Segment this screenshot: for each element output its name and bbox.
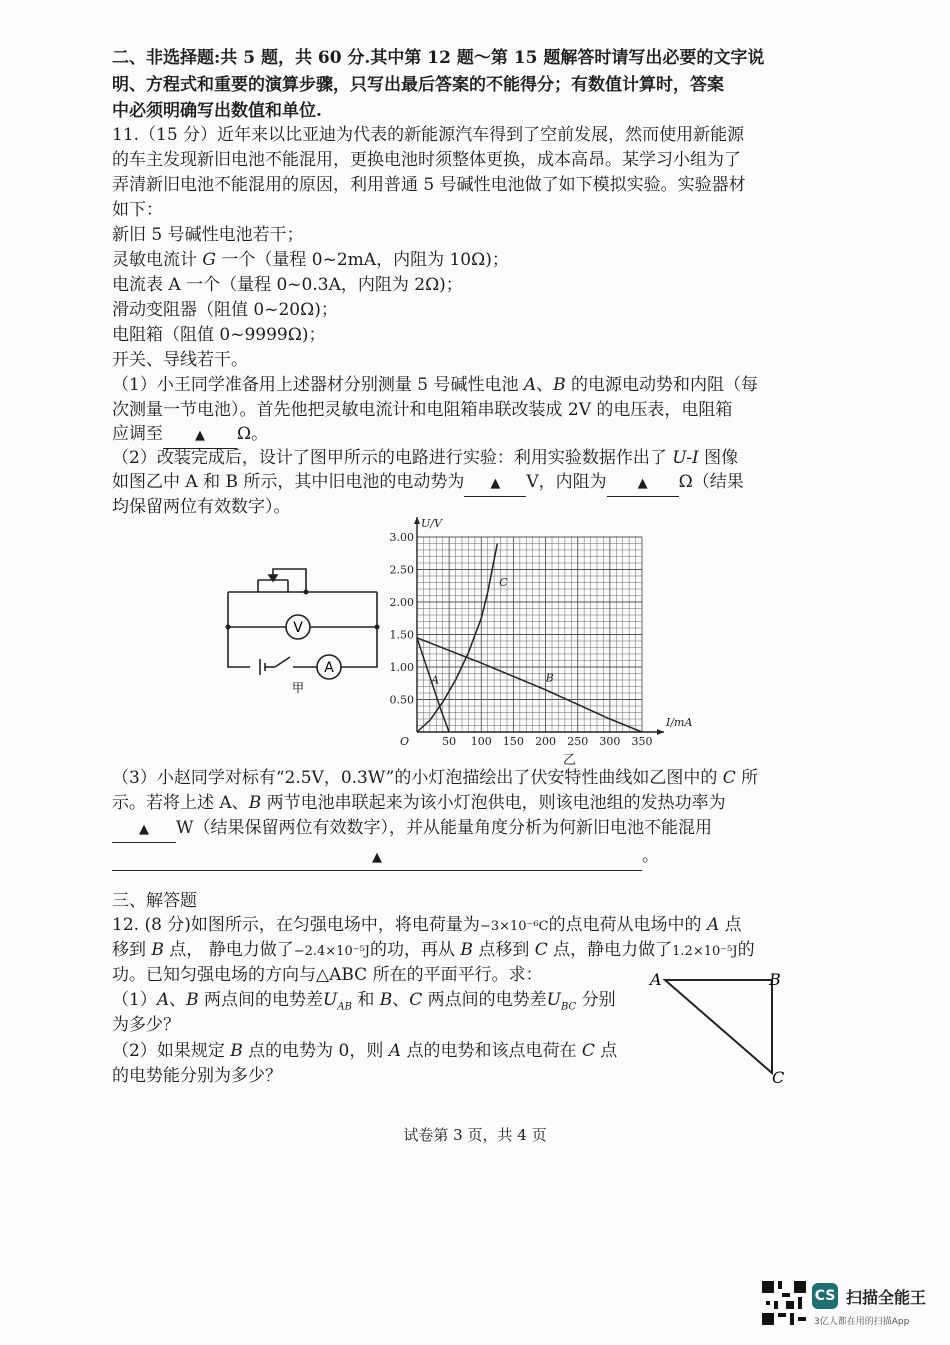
y-tick-label: 3.00 <box>389 531 414 544</box>
x-tick-label: 350 <box>631 735 653 748</box>
q11-part2-line2 <box>112 470 744 497</box>
ammeter-label: A <box>324 660 334 676</box>
subscript-bc: BC <box>560 1001 577 1013</box>
text: 点，静电力做了 <box>547 940 673 960</box>
camscanner-tagline: 3亿人都在用的扫描App <box>814 1317 910 1327</box>
answer-blank-2[interactable] <box>464 470 526 497</box>
page-footer: 试卷第 3 页，共 4 页 <box>403 1126 547 1144</box>
q11-line1: 11.（15 分）近年来以比亚迪为代表的新能源汽车得到了空前发展，然而使用新能源 <box>112 125 745 145</box>
answer-blank-5[interactable] <box>112 844 642 871</box>
x-tick-label: 100 <box>470 735 492 748</box>
q11-line3: 弄清新旧电池不能混用的原因，利用普通 5 号碱性电池做了如下模拟实验。实验器材 <box>112 175 746 195</box>
voltmeter-label: V <box>293 620 303 636</box>
answer-blank-4[interactable] <box>112 816 176 843</box>
x-axis-label: I/mA <box>666 716 693 729</box>
text: Ω。 <box>237 424 269 444</box>
text: 点移到 <box>472 940 535 960</box>
text: 移到 <box>112 940 152 960</box>
origin-label: O <box>399 735 409 748</box>
text: 和 <box>351 990 380 1010</box>
q11-line2: 的车主发现新旧电池不能混用，更换电池时须整体更换，成本高昂。某学习小组为了 <box>112 150 741 170</box>
text: 的功，再从 <box>370 940 461 960</box>
q11-part1-text-end: 的电源电动势和内阻（每 <box>565 375 759 395</box>
q12-line3: 功。已知匀强电场的方向与△ABC 所在的平面平行。求： <box>112 965 543 985</box>
triangle-icon: ▲ <box>372 850 382 865</box>
section2-line1: 二、非选择题:共 5 题，共 60 分.其中第 12 题～第 15 题解答时请写出必要的文字说 <box>112 48 765 68</box>
symbol-u: U <box>323 990 338 1010</box>
circuit-diagram <box>220 555 385 700</box>
text: 点的电势为 0，则 <box>242 1041 389 1061</box>
text: V，内阻为 <box>526 472 607 492</box>
y-axis-label: U/V <box>421 517 442 530</box>
text: 如图乙中 A 和 B 所示，其中旧电池的电动势为 <box>112 472 465 492</box>
y-tick-label: 2.50 <box>389 563 414 577</box>
q11-part3-line3 <box>112 816 712 843</box>
symbol-b: B <box>151 940 164 960</box>
material-galvanometer-text: 灵敏电流计 <box>112 250 203 270</box>
y-tick-label: 1.00 <box>389 661 414 674</box>
symbol-g: G <box>202 250 216 270</box>
answer-blank-3[interactable] <box>607 470 679 497</box>
subscript-ab: AB <box>337 1001 352 1013</box>
text: Ω（结果 <box>678 472 744 492</box>
symbol-b: B <box>248 793 262 813</box>
triangle-icon: ▲ <box>139 822 149 837</box>
q12-line1 <box>112 913 742 939</box>
separator: 、 <box>536 375 554 395</box>
section2-line3: 中必须明确写出数值和单位. <box>112 101 322 121</box>
q11-part1-line3 <box>112 422 268 449</box>
text: 应调至 <box>112 424 163 444</box>
text: （2）如果规定 <box>112 1041 231 1061</box>
text: W（结果保留两位有效数字），并从能量角度分析为何新旧电池不能混用 <box>176 818 712 838</box>
text: 的点电荷从电场中的 <box>548 915 707 935</box>
text: （1） <box>112 990 157 1010</box>
series-line-b <box>417 638 642 732</box>
material-galvanometer-spec: 一个（量程 0~2mA，内阻为 10Ω)； <box>216 250 509 270</box>
q12-part2-line2: 的电势能分别为多少？ <box>112 1066 282 1086</box>
text: 的 <box>737 940 755 960</box>
triangle-icon: ▲ <box>637 476 648 491</box>
material-rheostat: 滑动变阻器（阻值 0~20Ω)； <box>112 300 338 320</box>
text: 点 <box>594 1041 618 1061</box>
symbol-u: U <box>546 990 561 1010</box>
figure-yi-caption: 乙 <box>562 753 577 768</box>
charge-value: −3×10⁻⁶C <box>479 919 549 934</box>
symbol-b: B <box>379 990 393 1010</box>
series-label-a: A <box>431 673 440 687</box>
x-axis-arrow <box>657 729 664 735</box>
vertex-a-label: A <box>650 970 662 989</box>
q11-part2-line1 <box>112 446 738 470</box>
camscanner-logo: CS <box>812 1283 838 1309</box>
text: 示。若将上述 A、 <box>112 793 249 813</box>
q11-line4: 如下： <box>112 200 163 220</box>
q12-line2 <box>112 938 755 964</box>
symbol-a: A <box>156 990 170 1010</box>
qr-code-icon <box>762 1281 806 1325</box>
q11-part1-line2: 次测量一节电池）。首先他把灵敏电流计和电阻箱串联改装成 2V 的电压表，电阻箱 <box>112 400 733 420</box>
x-tick-label: 250 <box>567 735 589 748</box>
text: 12. (8 分)如图所示，在匀强电场中，将电荷量为 <box>112 915 480 935</box>
q12-part1-line1 <box>112 988 616 1019</box>
symbol-b: B <box>230 1041 243 1061</box>
material-galvanometer <box>112 248 509 272</box>
x-tick-label: 300 <box>599 735 621 748</box>
symbol-a: A <box>706 915 720 935</box>
series-line-c <box>417 544 497 733</box>
symbol-c: C <box>534 940 548 960</box>
text: 点 <box>719 915 742 935</box>
y-tick-label: 0.50 <box>389 693 414 707</box>
q11-part3-line4 <box>112 844 659 871</box>
figure-jia-caption: 甲 <box>291 681 305 695</box>
symbol-c: C <box>581 1041 595 1061</box>
y-tick-label: 1.50 <box>389 628 414 642</box>
symbol-c: C <box>722 768 736 788</box>
text: 分别 <box>576 990 616 1010</box>
series-label-b: B <box>545 671 554 685</box>
symbol-ui: U-I <box>672 448 699 468</box>
symbol-b: B <box>186 990 199 1010</box>
triangle-icon: ▲ <box>490 476 501 491</box>
work-value-2: 1.2×10⁻⁵J <box>672 944 738 959</box>
symbol-a: A <box>388 1041 402 1061</box>
x-tick-label: 200 <box>535 735 557 748</box>
text: 。 <box>642 846 659 866</box>
vertex-c-label: C <box>772 1068 785 1087</box>
q11-part3-line1 <box>112 766 758 790</box>
q11-part3-line2 <box>112 791 726 815</box>
material-resistance-box: 电阻箱（阻值 0~9999Ω)； <box>112 325 326 345</box>
y-axis-arrow <box>414 517 420 524</box>
symbol-a: A <box>523 375 537 395</box>
text: 点， 静电力做了 <box>163 940 294 960</box>
answer-blank-1[interactable] <box>163 422 237 449</box>
section2-line2: 明、方程式和重要的演算步骤，只写出最后答案的不能得分；有数值计算时，答案 <box>112 75 724 95</box>
text: （2）改装完成后，设计了图甲所示的电路进行实验：利用实验数据作出了 <box>112 448 673 468</box>
triangle-abc-diagram <box>645 965 795 1090</box>
symbol-b: B <box>460 940 473 960</box>
text: 、 <box>169 990 187 1010</box>
y-tick-label: 2.00 <box>389 596 414 609</box>
vertex-b-label: B <box>769 970 781 989</box>
triangle-icon: ▲ <box>195 428 205 443</box>
section3-title: 三、解答题 <box>112 891 197 911</box>
text: 两点间的电势差 <box>198 990 324 1010</box>
q11-part1-line1 <box>112 373 758 397</box>
q12-part1-line2: 为多少？ <box>112 1015 180 1035</box>
camscanner-name: 扫描全能王 <box>846 1288 927 1307</box>
text: （3）小赵同学对标有“2.5V，0.3W”的小灯泡描绘出了伏安特性曲线如乙图中的 <box>112 768 723 788</box>
ui-chart <box>385 515 695 770</box>
material-battery: 新旧 5 号碱性电池若干； <box>112 225 304 245</box>
q12-part2-line1 <box>112 1039 617 1063</box>
text: 、 <box>392 990 410 1010</box>
q11-part2-line3: 均保留两位有效数字）。 <box>112 497 291 517</box>
q11-part1-text: （1）小王同学准备用上述器材分别测量 5 号碱性电池 <box>112 375 524 395</box>
symbol-b: B <box>553 375 566 395</box>
series-label-c: C <box>499 575 508 589</box>
x-tick-label: 150 <box>502 735 524 748</box>
text: 点的电势和该点电荷在 <box>401 1041 582 1061</box>
text: 所 <box>735 768 759 788</box>
symbol-c: C <box>409 990 423 1010</box>
text: 两点间的电势差 <box>422 990 547 1010</box>
material-ammeter: 电流表 A 一个（量程 0~0.3A，内阻为 2Ω)； <box>112 275 463 295</box>
text: 两节电池串联起来为该小灯泡供电，则该电池组的发热功率为 <box>261 793 726 813</box>
x-tick-label: 50 <box>442 735 457 748</box>
material-switch-wires: 开关、导线若干。 <box>112 350 248 370</box>
work-value-1: −2.4×10⁻⁵J <box>293 944 371 959</box>
triangle-abc <box>665 980 772 1073</box>
text: 图像 <box>698 448 739 468</box>
